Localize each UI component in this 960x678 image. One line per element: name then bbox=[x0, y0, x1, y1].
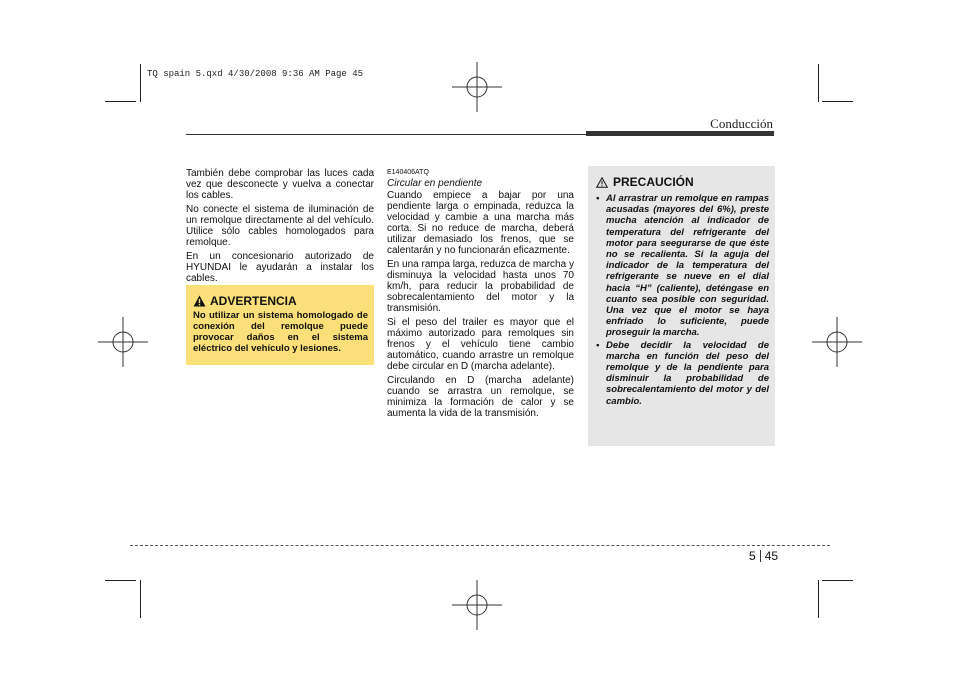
middle-column bbox=[387, 168, 574, 422]
crop-mark bbox=[818, 580, 819, 618]
body-paragraph: Cuando empiece a bajar por una pendiente larga o empinada, reduzca la velocidad y cambie a una marcha más corta. Si no reduce de marcha, deberá utilizar demasiado los frenos, que se calentarán y no funcionarán eficazmente. bbox=[387, 190, 574, 256]
bullet-icon: • bbox=[596, 193, 600, 204]
warning-box bbox=[186, 285, 374, 365]
header-rule-accent bbox=[586, 131, 774, 136]
caution-item-text: Al arrastrar un remolque en rampas acusadas (mayores del 6%), preste mucha atención al indicador de temperatura del refrigerante del motor para seegurarse de que éste no se recalienta. Si la aguja del indicador de la temperatura del refrigerante se nueve en el dial hacia “H” (caliente), deténgase en cuanto sea posible con seguridad. Una vez que el motor se haya enfriado lo suficiente, puede proseguir la marcha. bbox=[606, 193, 769, 339]
caution-title: PRECAUCIÓN bbox=[613, 175, 694, 189]
header-rule bbox=[186, 134, 586, 135]
chapter-number: 5 bbox=[749, 549, 756, 563]
body-paragraph: Si el peso del trailer es mayor que el máximo autorizado para remolques sin frenos y el vehículo tiene cambio automático, cuando arrastre un remolque debe circular en D (marcha adelante). bbox=[387, 317, 574, 372]
caution-heading bbox=[596, 175, 769, 189]
registration-mark-icon bbox=[812, 317, 862, 367]
page-number-value: 45 bbox=[764, 549, 779, 563]
section-code: E140406ATQ bbox=[387, 169, 429, 176]
caution-item bbox=[596, 193, 769, 339]
bullet-icon: • bbox=[596, 339, 600, 351]
subheading: Circular en pendiente bbox=[387, 178, 483, 189]
body-paragraph: No conecte el sistema de iluminación de un remolque directamente al del vehículo. Utilice sólo cables homologados para remolque. bbox=[186, 204, 374, 248]
left-column bbox=[186, 168, 374, 287]
body-paragraph: En una rampa larga, reduzca de marcha y disminuya la velocidad hasta unos 70 km/h, para reducir la probabilidad de sobrecalentamiento del motor y la transmisión. bbox=[387, 259, 574, 314]
caution-item-text: Debe decidir la velocidad de marcha en función del peso del remolque y de la pendiente para disminuir la probabilidad de sobrecalentamiento del motor y del cambio. bbox=[606, 339, 769, 407]
warning-title: ADVERTENCIA bbox=[210, 294, 297, 308]
body-paragraph: Circulando en D (marcha adelante) cuando se arrastra un remolque, se minimiza la formación de calor y se aumenta la vida de la transmisión. bbox=[387, 375, 574, 419]
crop-mark bbox=[140, 580, 141, 618]
registration-mark-icon bbox=[98, 317, 148, 367]
footer-rule bbox=[130, 545, 830, 546]
crop-mark bbox=[140, 64, 141, 102]
warning-triangle-icon bbox=[193, 295, 206, 307]
registration-mark-icon bbox=[452, 580, 502, 630]
crop-mark bbox=[105, 101, 136, 102]
crop-mark bbox=[822, 101, 853, 102]
caution-triangle-icon bbox=[596, 177, 608, 188]
crop-mark bbox=[822, 580, 853, 581]
warning-heading bbox=[193, 294, 368, 308]
crop-mark bbox=[105, 580, 136, 581]
caution-box bbox=[588, 166, 775, 446]
body-paragraph: También debe comprobar las luces cada vez que desconecte y vuelva a conectar los cables. bbox=[186, 168, 374, 201]
crop-mark bbox=[818, 64, 819, 102]
section-title: Conducción bbox=[710, 116, 773, 131]
page-number bbox=[749, 549, 778, 563]
page-number-separator bbox=[760, 550, 761, 562]
print-slug-line: TQ spain 5.qxd 4/30/2008 9:36 AM Page 45 bbox=[147, 69, 364, 79]
caution-item bbox=[596, 340, 769, 407]
body-paragraph: En un concesionario autorizado de HYUNDAI le ayudarán a instalar los cables. bbox=[186, 251, 374, 284]
registration-mark-icon bbox=[452, 62, 502, 112]
caution-list bbox=[596, 193, 769, 407]
warning-text: No utilizar un sistema homologado de conexión del remolque puede provocar daños en el sistema eléctrico del vehículo y lesiones. bbox=[193, 310, 368, 354]
